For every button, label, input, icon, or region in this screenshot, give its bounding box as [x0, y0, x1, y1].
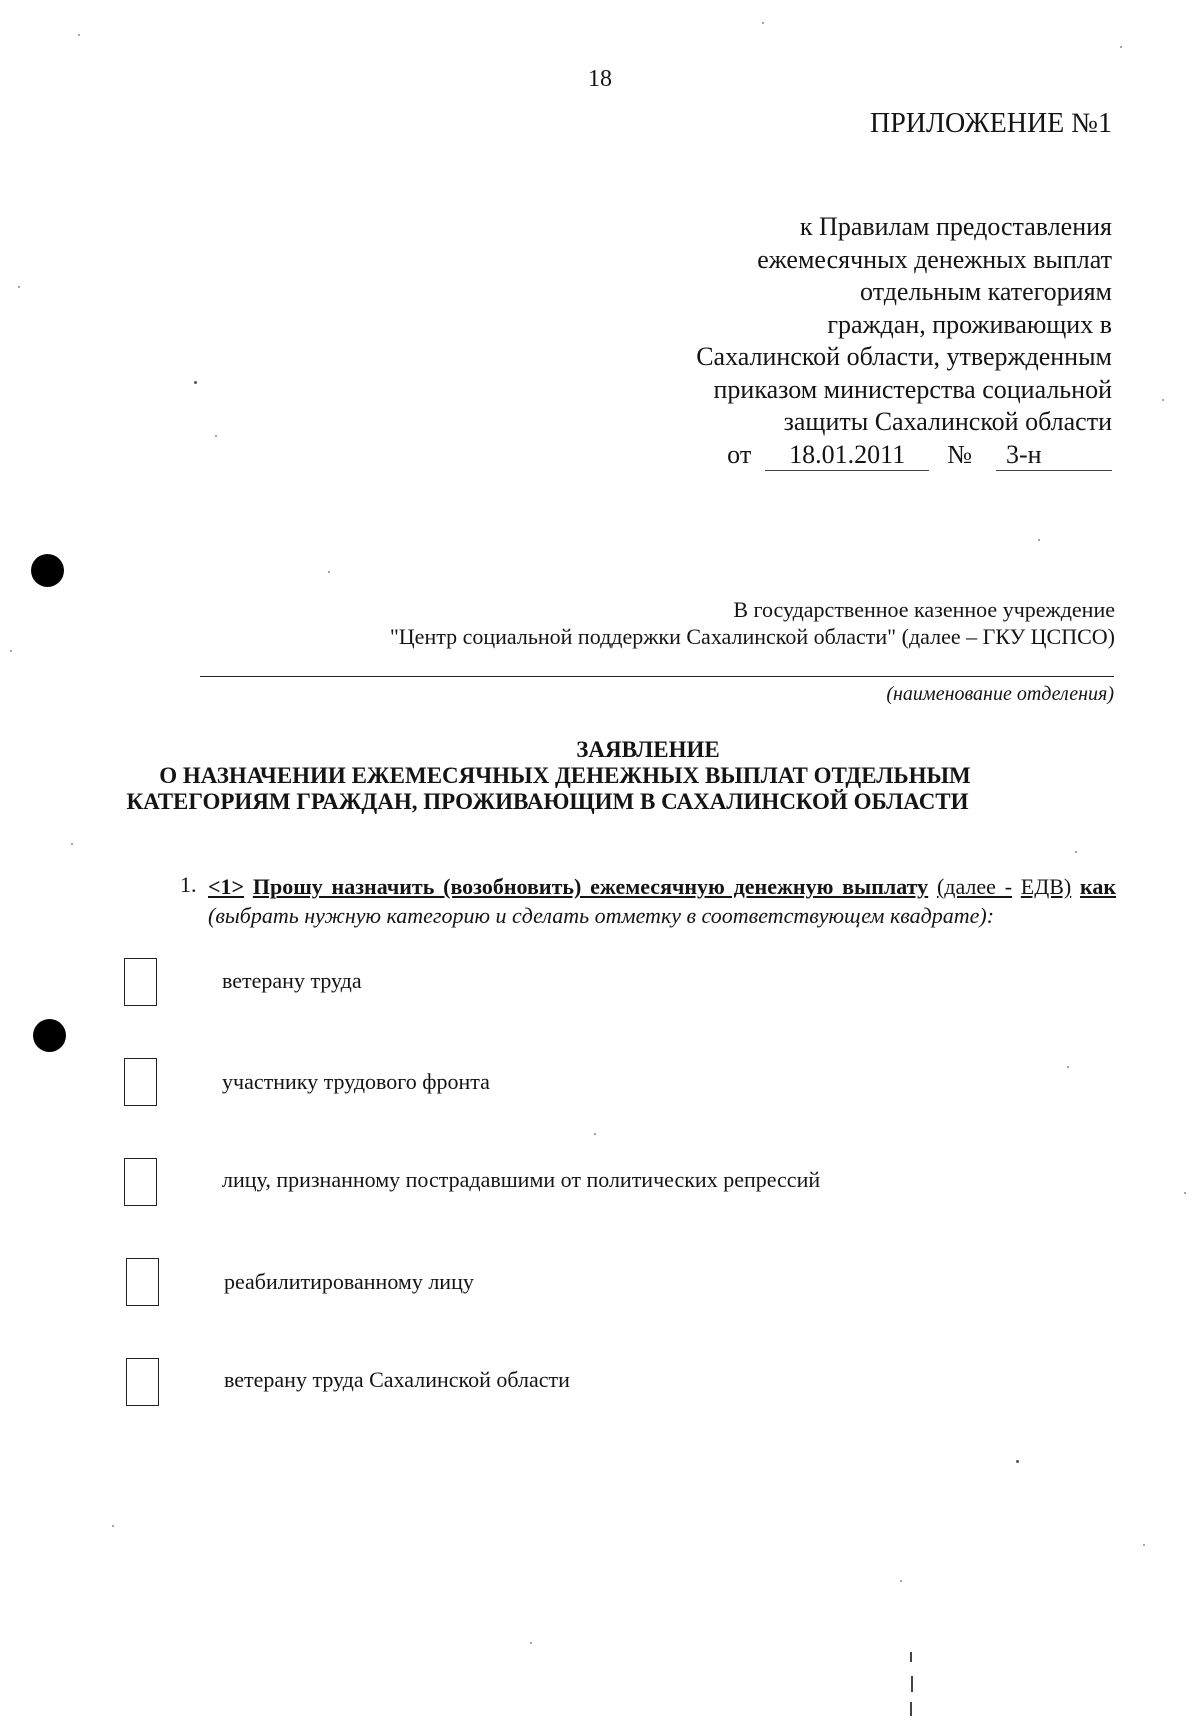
option-label: ветерану труда Сахалинской области	[224, 1367, 570, 1392]
footnote-ref: <1>	[208, 874, 245, 899]
addressee-line-2: "Центр социальной поддержки Сахалинской области" (далее – ГКУ ЦСПСО)	[389, 624, 1115, 649]
request-text: Прошу назначить (возобновить) ежемесячную денежную выплату	[252, 874, 929, 899]
punch-hole-top	[31, 554, 64, 587]
scan-speck	[78, 34, 80, 36]
scan-speck	[1143, 1544, 1145, 1546]
scan-speck	[1184, 1192, 1186, 1194]
rules-reference	[696, 211, 1112, 439]
checkbox-veteran-of-labor[interactable]	[124, 958, 157, 1006]
document-title-line-2: О НАЗНАЧЕНИИ ЕЖЕМЕСЯЧНЫХ ДЕНЕЖНЫХ ВЫПЛАТ ОТДЕЛЬНЫМ	[159, 763, 971, 788]
department-caption: (наименование отделения)	[886, 683, 1114, 705]
rules-reference-line: защиты Сахалинской области	[783, 407, 1112, 436]
checkbox-labor-front-participant[interactable]	[124, 1058, 157, 1106]
option-label: ветерану труда	[222, 968, 362, 993]
page-number: 18	[588, 66, 612, 92]
abbreviation-text-2: ЕДВ)	[1020, 874, 1072, 899]
scan-speck	[71, 843, 73, 845]
document-title-line-3: КАТЕГОРИЯМ ГРАЖДАН, ПРОЖИВАЮЩИМ В САХАЛИНСКОЙ ОБЛАСТИ	[126, 789, 969, 814]
scan-mark	[910, 1702, 912, 1716]
scan-speck	[1038, 539, 1040, 541]
instruction-text: (выбрать нужную категорию и сделать отметку в соответствующем квадрате):	[208, 903, 995, 928]
scan-speck	[328, 571, 330, 573]
order-date: 18.01.2011	[765, 440, 929, 471]
scan-mark	[911, 1676, 913, 1692]
abbreviation-text: (далее -	[936, 874, 1013, 899]
rules-reference-line: ежемесячных денежных выплат	[757, 244, 1112, 274]
checkbox-political-repression-victim[interactable]	[124, 1158, 157, 1206]
rules-reference-line: отдельным категориям	[860, 277, 1112, 306]
kak-text: как	[1080, 874, 1117, 899]
scan-speck	[530, 1642, 532, 1644]
appendix-title: ПРИЛОЖЕНИЕ №1	[870, 108, 1112, 139]
item-1-text	[208, 872, 1116, 930]
scan-speck	[1120, 46, 1122, 48]
scan-speck	[215, 435, 217, 437]
checkbox-sakhalin-labor-veteran[interactable]	[126, 1358, 159, 1406]
option-label: участнику трудового фронта	[222, 1069, 490, 1094]
checkbox-rehabilitated-person[interactable]	[126, 1258, 159, 1306]
option-label: лицу, признанному пострадавшими от политических репрессий	[222, 1167, 821, 1192]
scan-speck	[1075, 851, 1077, 853]
order-line	[727, 440, 1112, 471]
scan-speck	[1162, 399, 1164, 401]
scan-speck	[18, 286, 20, 288]
punch-hole-bottom	[33, 1019, 66, 1052]
scan-speck	[194, 381, 197, 384]
scan-mark	[910, 1652, 912, 1662]
scan-speck	[1067, 1066, 1069, 1068]
addressee-line-1: В государственное казенное учреждение	[733, 597, 1115, 622]
option-label: реабилитированному лицу	[224, 1269, 474, 1294]
order-from-label: от	[727, 440, 752, 469]
department-name-field[interactable]	[200, 676, 1114, 677]
item-number: 1.	[180, 872, 197, 897]
scan-speck	[762, 22, 764, 24]
scan-speck	[594, 1133, 596, 1135]
scan-speck	[1016, 1460, 1019, 1463]
rules-reference-line: к Правилам предоставления	[799, 212, 1112, 241]
document-title-line-1: ЗАЯВЛЕНИЕ	[576, 737, 720, 762]
order-number-label: №	[947, 440, 972, 469]
rules-reference-line: граждан, проживающих в	[827, 309, 1112, 339]
scan-speck	[900, 1580, 902, 1582]
document-title	[0, 737, 1200, 815]
order-number: 3-н	[996, 440, 1112, 471]
rules-reference-line: Сахалинской области, утвержденным	[696, 342, 1112, 371]
scan-speck	[112, 1525, 114, 1527]
scan-speck	[10, 650, 12, 652]
rules-reference-line: приказом министерства социальной	[713, 374, 1112, 404]
